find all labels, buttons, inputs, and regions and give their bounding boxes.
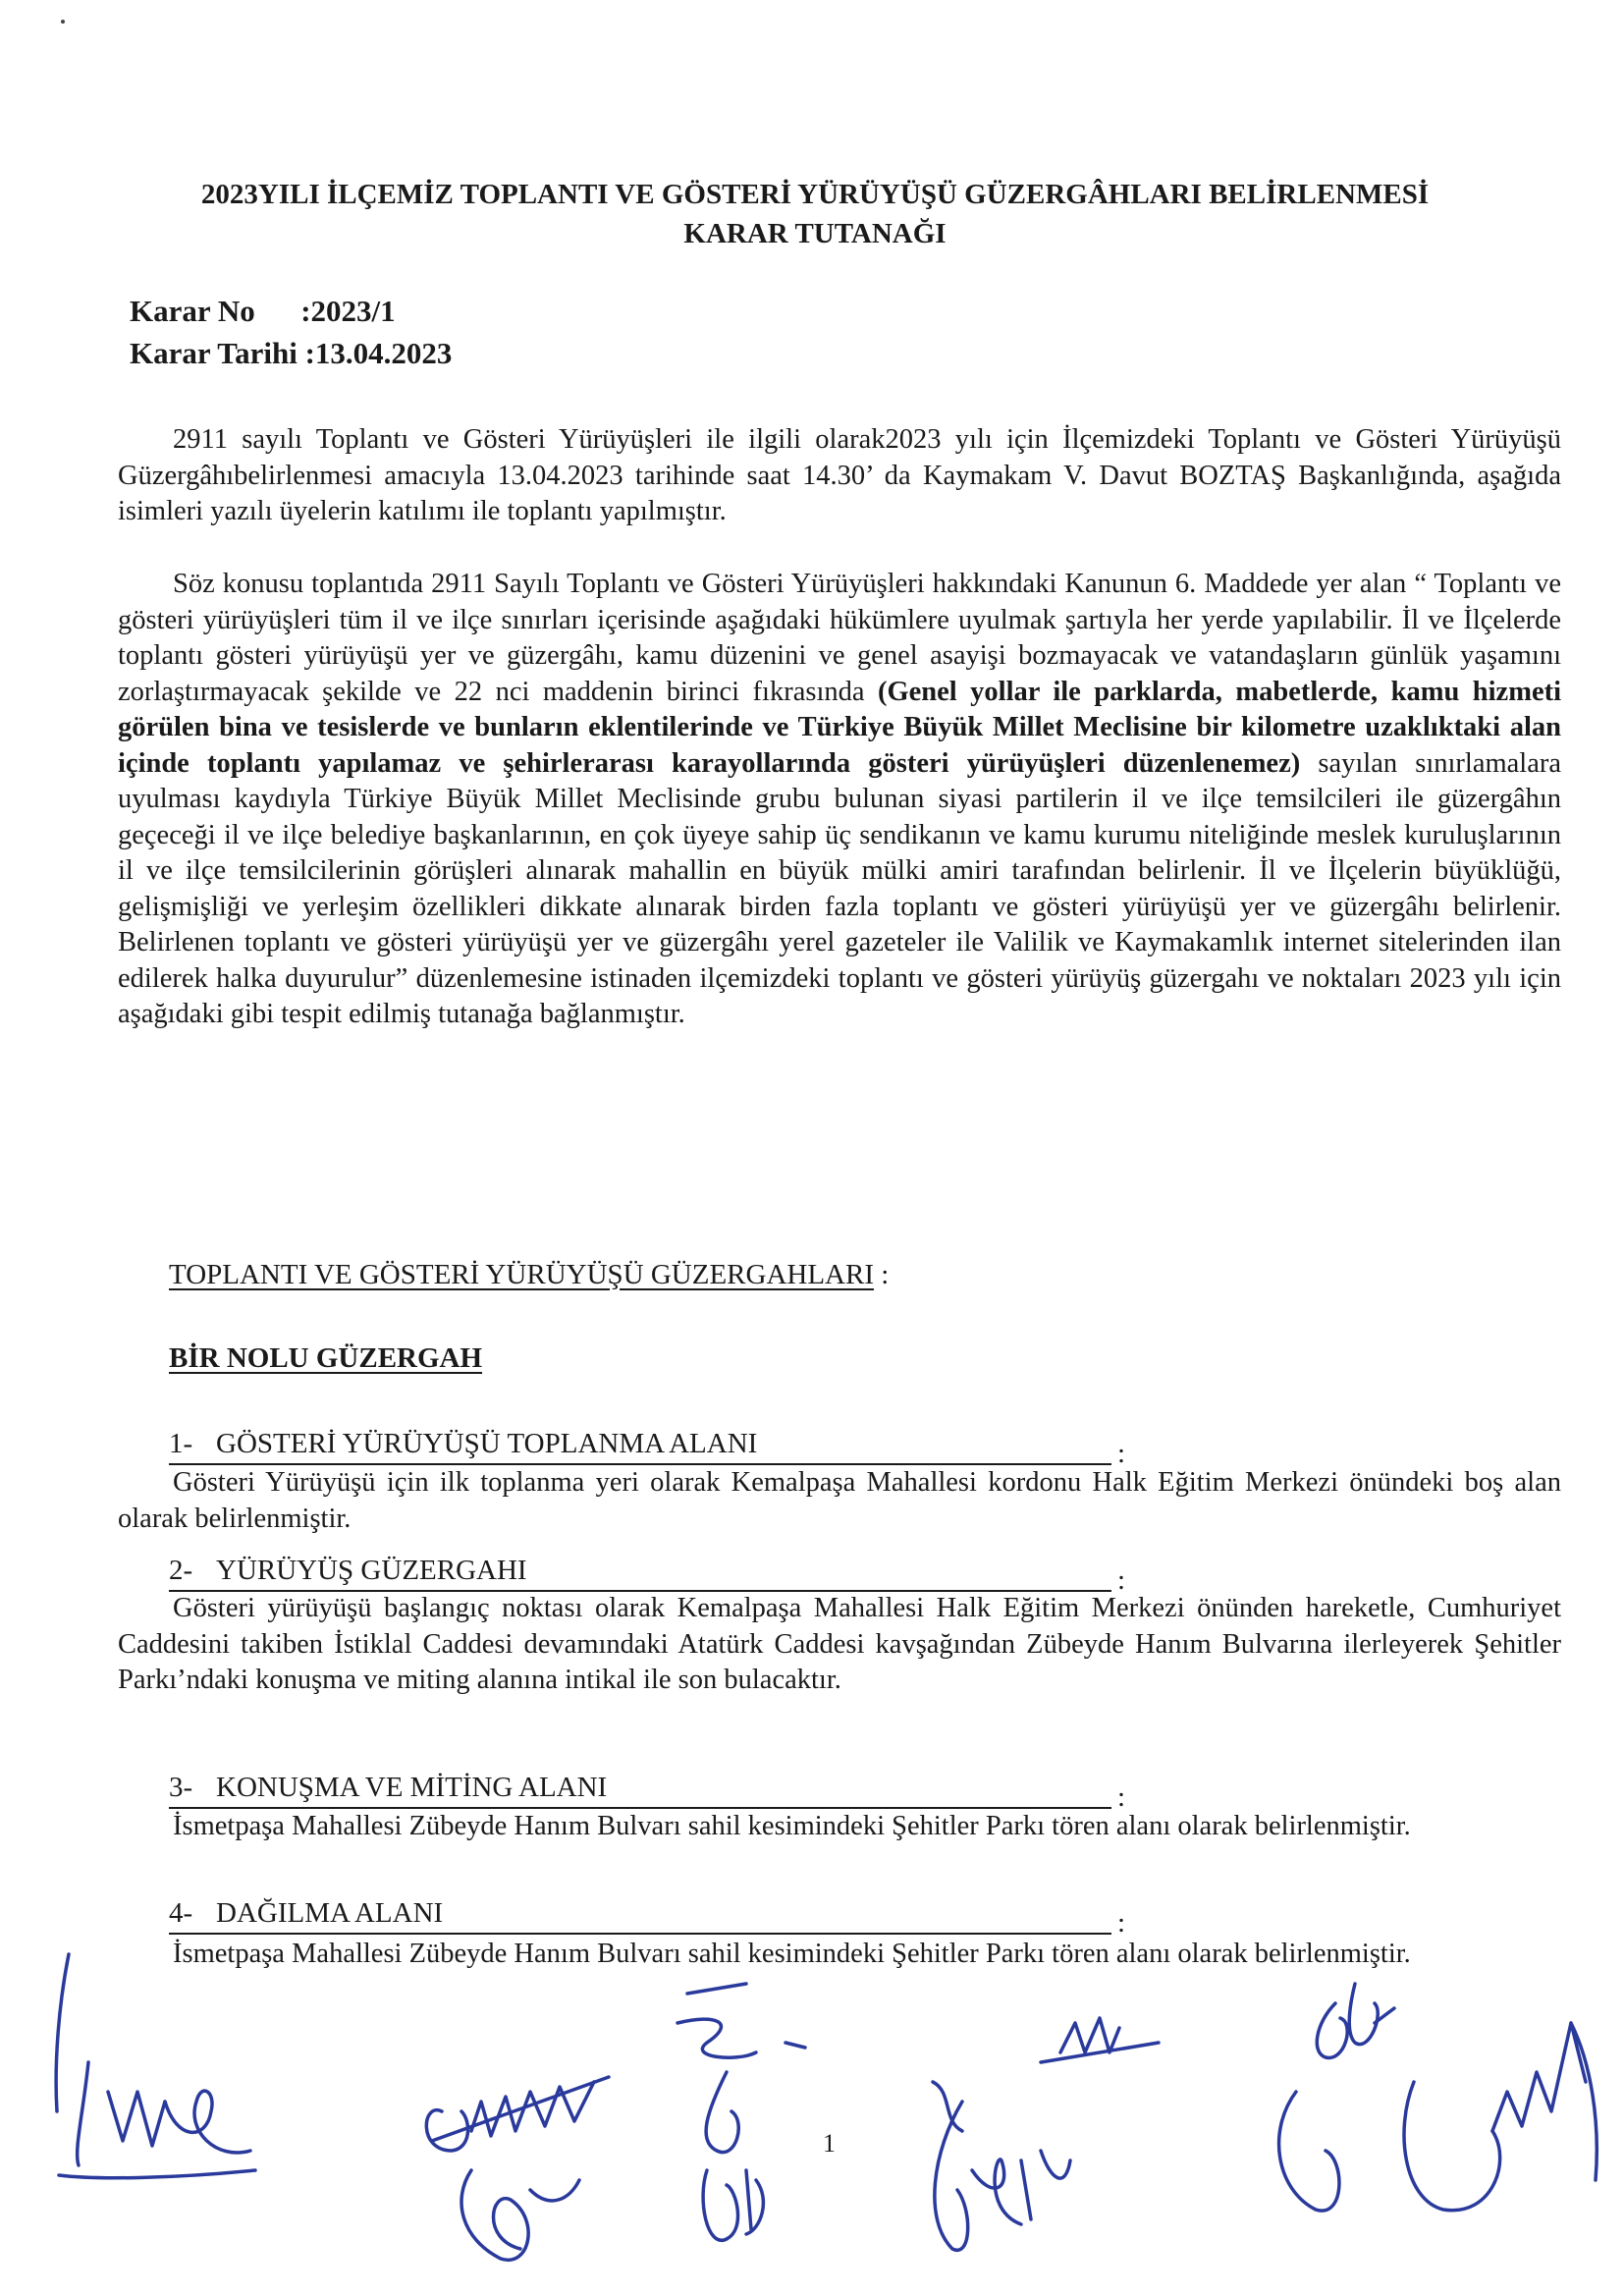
item-2-colon: : [1116,1564,1125,1596]
item-2-heading [169,1553,1125,1596]
intro-paragraph: 2911 sayılı Toplantı ve Gösteri Yürüyüşleri ile ilgili olarak2023 yılı için İlçemizdeki Toplantı ve Gösteri Yürüyüşü Güzergâhıbelirlenmesi amacıyla 13.04.2023 tarihinde saat 14.30’ da Kaymakam V. Davut BOZTAŞ Başkanlığında, aşağıda isimleri yazılı üyelerin katılımı ile toplantı yapılmıştır. [118,424,1561,526]
route-heading: BİR NOLU GÜZERGAH [169,1342,483,1374]
document-title-line-1: 2023YILI İLÇEMİZ TOPLANTI VE GÖSTERİ YÜRÜYÜŞÜ GÜZERGÂHLARI BELİRLENMESİ [200,179,1430,210]
law-paragraph [118,567,1561,1033]
signature-5 [1257,1964,1610,2259]
page-number: 1 [823,2129,836,2158]
karar-no: Karar No :2023/1 [130,294,396,328]
item-2-label: YÜRÜYÜŞ GÜZERGAHI [216,1555,527,1586]
item-3-text: İsmetpaşa Mahallesi Zübeyde Hanım Bulvarı sahil kesimindeki Şehitler Parkı tören alanı olarak belirlenmiştir. [173,1811,1411,1841]
law-paragraph-bold: (Genel yollar ile parklarda, mabetlerde, kamu hizmeti görülen bina ve tesislerde ve bunların eklentilerinde ve Türkiye Büyük Millet Meclisine bir kilometre uzaklıktaki alan içinde toplantı yapılamaz ve şehirlerarası karayollarında gösteri yürüyüşleri düzenlenemez) [118,676,1562,779]
item-1-number: 1- [169,1428,193,1459]
item-2-text: Gösteri yürüyüşü başlangıç noktası olarak Kemalpaşa Mahallesi Halk Eğitim Merkezi önünden hareketle, Cumhuriyet Caddesini takiben İstiklal Caddesi devamındaki Atatürk Caddesi kavşağından Zübeyde Hanım Bulvarına ilerleyerek Şehitler Parkı’ndaki konuşma ve miting alanına intikal ile son bulacaktır. [118,1593,1561,1695]
item-4-text: İsmetpaşa Mahallesi Zübeyde Hanım Bulvarı sahil kesimindeki Şehitler Parkı tören alanı olarak belirlenmiştir. [173,1939,1411,1969]
section-heading-label: TOPLANTI VE GÖSTERİ YÜRÜYÜŞÜ GÜZERGAHLARI [169,1259,875,1290]
item-3-heading [169,1770,1125,1813]
item-1-colon: : [1116,1438,1125,1469]
signature-1 [39,1944,275,2200]
signature-4 [903,2013,1178,2269]
item-1-label: GÖSTERİ YÜRÜYÜŞÜ TOPLANMA ALANI [216,1428,758,1459]
section-heading-colon: : [874,1259,890,1290]
item-3-label: KONUŞMA VE MİTİNG ALANI [216,1772,608,1803]
karar-tarihi: Karar Tarihi :13.04.2023 [130,336,453,370]
item-4-heading [169,1895,1125,1939]
item-4-number: 4- [169,1897,193,1929]
item-1-text: Gösteri Yürüyüşü için ilk toplanma yeri olarak Kemalpaşa Mahallesi kordonu Halk Eğitim Merkezi önündeki boş alan olarak belirlenmiştir. [118,1467,1561,1534]
item-3-colon: : [1116,1781,1125,1813]
scan-speck [61,20,65,24]
law-paragraph-part-1: Söz konusu toplantıda 2911 Sayılı Toplantı ve Gösteri Yürüyüşleri hakkındaki Kanunun 6. Maddede yer alan “ Toplantı ve gösteri yürüyüşleri tüm il ve ilçe sınırları içerisinde aşağıdaki hükümlere uyulmak şartıyla her yerde yapılabilir. İl ve İlçelerde toplantı gösteri yürüyüşü yer ve güzergâhı, kamu düzenini ve genel asayişi bozmayacak ve vatandaşların günlük yaşamını zorlaştırmayacak şekilde ve 22 nci maddenin birinci fıkrasında [118,569,1561,707]
law-paragraph-part-2: sayılan sınırlamalara uyulması kaydıyla Türkiye Büyük Millet Meclisinde grubu bulunan siyasi partilerin il ve ilçe temsilcileri ile güzergâhın geçeceği il ve ilçe belediye başkanlarının, en çok üyeye sahip üç sendikanın ve kamu kurumu niteliğinde meslek kuruluşlarının il ve ilçe temsilcilerinin görüşleri alınarak mahallin en büyük mülki amiri tarafından belirlenir. İl ve İlçelerin büyüklüğü, gelişmişliği ve yerleşim özellikleri dikkate alınarak birden fazla toplantı ve gösteri yürüyüşü yer ve güzergâhı belirlenir. Belirlenen toplantı ve gösteri yürüyüşü yer ve güzergâhı yerel gazeteler ile Valilik ve Kaymakamlık internet sitelerinden ilan edilerek halka duyurulur” düzenlemesine istinaden ilçemizdeki toplantı ve gösteri yürüyüş güzergahı ve noktaları 2023 yılı için aşağıdaki gibi tespit edilmiş tutanağa bağlanmıştır. [118,747,1561,1029]
item-4-label: DAĞILMA ALANI [216,1897,444,1929]
item-3-number: 3- [169,1772,193,1803]
section-heading [169,1257,889,1292]
signature-3 [638,1974,835,2269]
item-2-number: 2- [169,1555,193,1586]
document-title-line-2: KARAR TUTANAĞI [683,218,947,249]
item-1-heading [169,1426,1125,1469]
signature-2 [412,2043,628,2278]
item-4-colon: : [1116,1907,1125,1939]
